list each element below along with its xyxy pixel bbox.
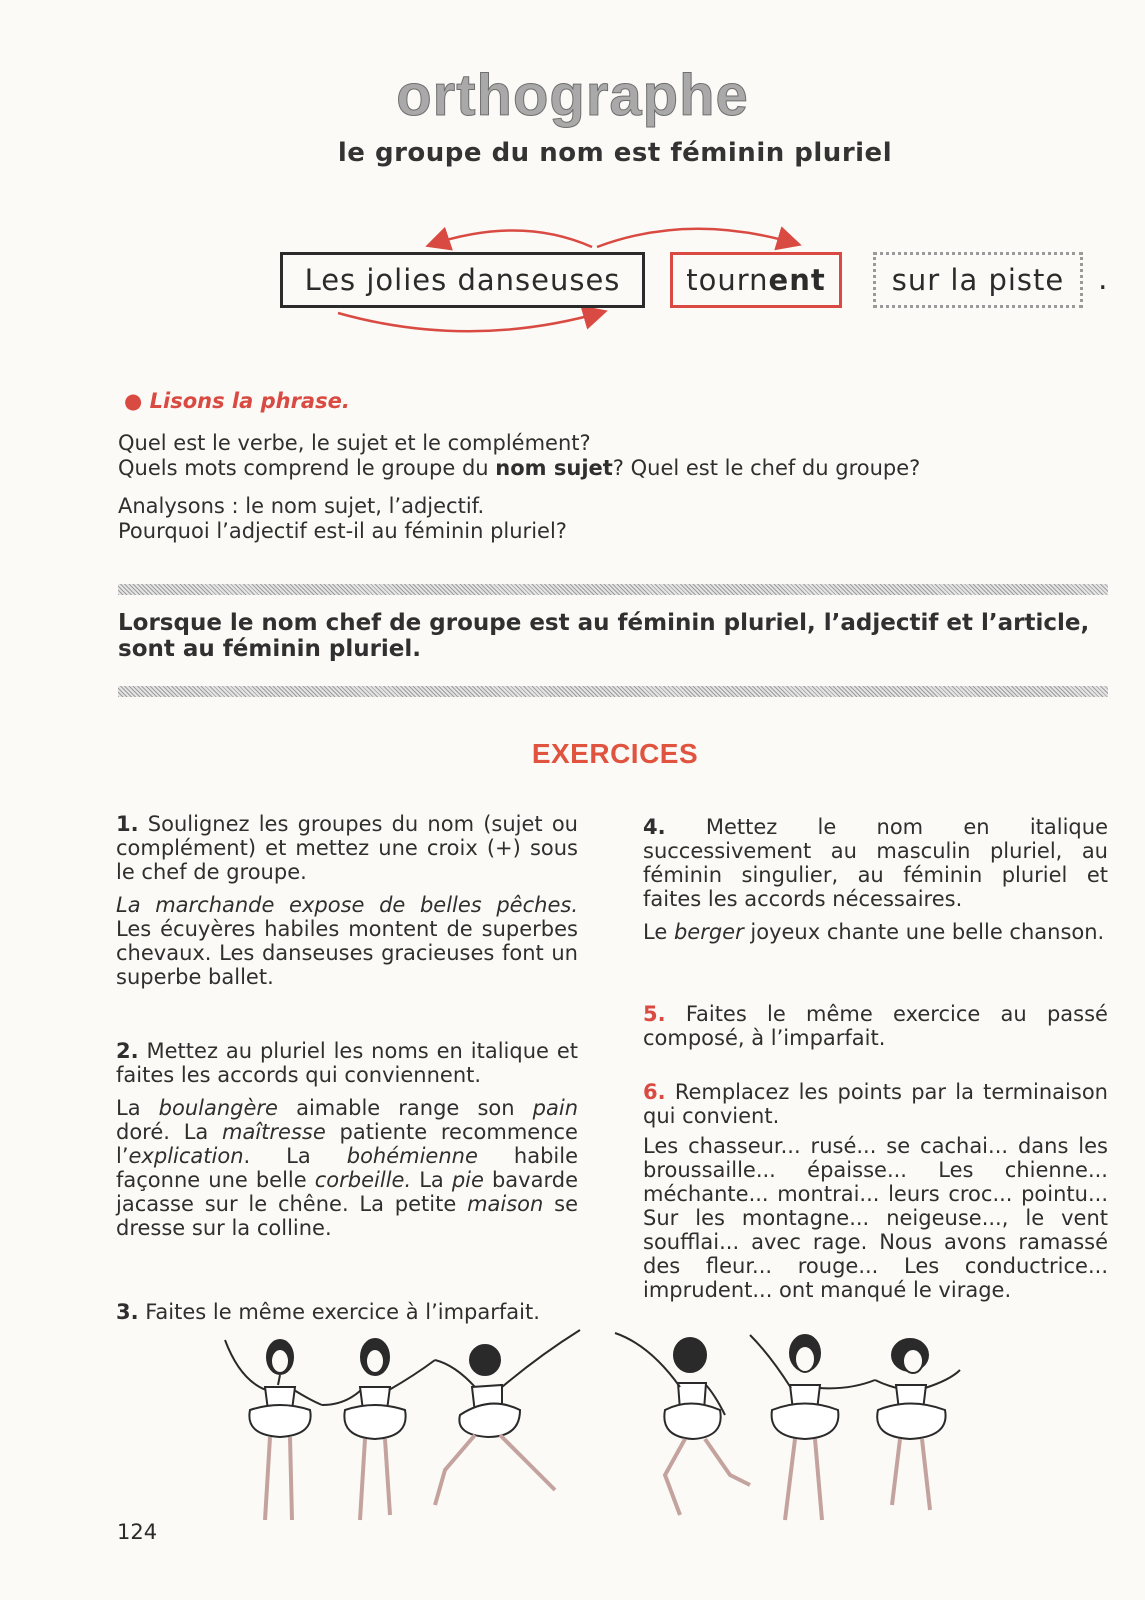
exercise-number: 6. [643, 1080, 666, 1104]
dancer-figure [322, 1339, 435, 1520]
exercise-2 [116, 1039, 578, 1240]
verb-box [670, 252, 842, 308]
exercise-6 [643, 1080, 1108, 1302]
page-subtitle: le groupe du nom est féminin pluriel [337, 138, 893, 168]
page-number: 124 [117, 1520, 158, 1544]
verb-ending: ent [768, 263, 826, 297]
exercise-4 [643, 815, 1108, 944]
question-4: Pourquoi l’adjectif est-il au féminin pluriel? [118, 519, 567, 543]
exercise-instruction: Mettez au pluriel les noms en italique et faites les accords qui conviennent. [116, 1039, 578, 1087]
divider-bottom [118, 686, 1108, 697]
sentence-period: . [1098, 262, 1108, 297]
exercise-5 [643, 1002, 1108, 1050]
question-2-part: Quels mots comprend le groupe du [118, 456, 496, 480]
question-2-bold: nom sujet [495, 456, 613, 480]
dancer-figure [875, 1339, 960, 1510]
verb-stem: tourn [686, 263, 769, 297]
exercise-instruction: Faites le même exercice au passé composé, à l’imparfait. [643, 1002, 1108, 1050]
subject-group-box: Les jolies danseuses [280, 252, 645, 308]
exercise-instruction: Soulignez les groupes du nom (sujet ou complément) et mettez une croix (+) sous le chef de groupe. [116, 812, 578, 884]
reading-heading: ● Lisons la phrase. [124, 389, 350, 413]
arrow-to-article [430, 230, 592, 247]
exercise-number: 1. [116, 812, 139, 836]
complement-box: sur la piste [873, 252, 1083, 308]
arrow-to-verb [597, 229, 797, 247]
exercise-number: 3. [116, 1300, 139, 1324]
dancer-figure [615, 1333, 750, 1515]
dancer-figure [435, 1330, 580, 1505]
grammar-rule: Lorsque le nom chef de groupe est au féminin pluriel, l’adjectif et l’article, sont au féminin pluriel. [118, 610, 1090, 662]
exercise-text: Les écuyères habiles montent de superbes chevaux. Les danseuses gracieuses font un superbe ballet. [116, 917, 578, 989]
dancer-figure [750, 1335, 875, 1520]
divider-top [118, 584, 1108, 595]
exercise-instruction: Remplacez les points par la terminaison qui convient. [643, 1080, 1108, 1128]
question-2-part: ? Quel est le chef du groupe? [612, 456, 921, 480]
exercise-number: 2. [116, 1039, 139, 1063]
exercise-instruction: Faites le même exercice à l’imparfait. [145, 1300, 540, 1324]
exercise-text: Les chasseur... rusé... se cachai... dans les broussaille... épaisse... Les chienne... méchante... montrai... leurs croc... pointu... Sur les montagne... neigeuse..., le vent soufflai... avec rage. Nous avons ramassé des fleur... rouge... Les conductrice... imprudent... ont manqué le virage. [643, 1134, 1108, 1302]
exercise-number: 4. [643, 815, 666, 839]
page-title: orthographe [396, 63, 749, 128]
exercises-heading: EXERCICES [531, 738, 699, 769]
arrow-to-adjective [338, 312, 603, 331]
exercise-number: 5. [643, 1002, 666, 1026]
exercise-text: La boulangère aimable range son pain doré. La maîtresse patiente recommence l’explication. La bohémienne habile façonne une belle corbeille. La pie bavarde jacasse sur le chêne. La petite maison se dresse sur la colline. [116, 1096, 578, 1240]
question-3: Analysons : le nom sujet, l’adjectif. [118, 494, 485, 518]
question-1: Quel est le verbe, le sujet et le complément? [118, 431, 591, 455]
exercise-text-italic: La marchande expose de belles pêches. [116, 893, 578, 917]
exercise-text: Le berger joyeux chante une belle chanson. [643, 920, 1105, 944]
reading-heading-text: Lisons la phrase. [149, 389, 350, 413]
dancers-illustration [210, 1325, 990, 1535]
exercise-3 [116, 1300, 586, 1324]
dancer-figure [225, 1340, 322, 1520]
exercise-instruction: Mettez le nom en italique successivement au masculin pluriel, au féminin singulier, au féminin pluriel et faites les accords nécessaires. [643, 815, 1108, 911]
question-2 [118, 456, 920, 481]
exercise-1 [116, 812, 578, 989]
